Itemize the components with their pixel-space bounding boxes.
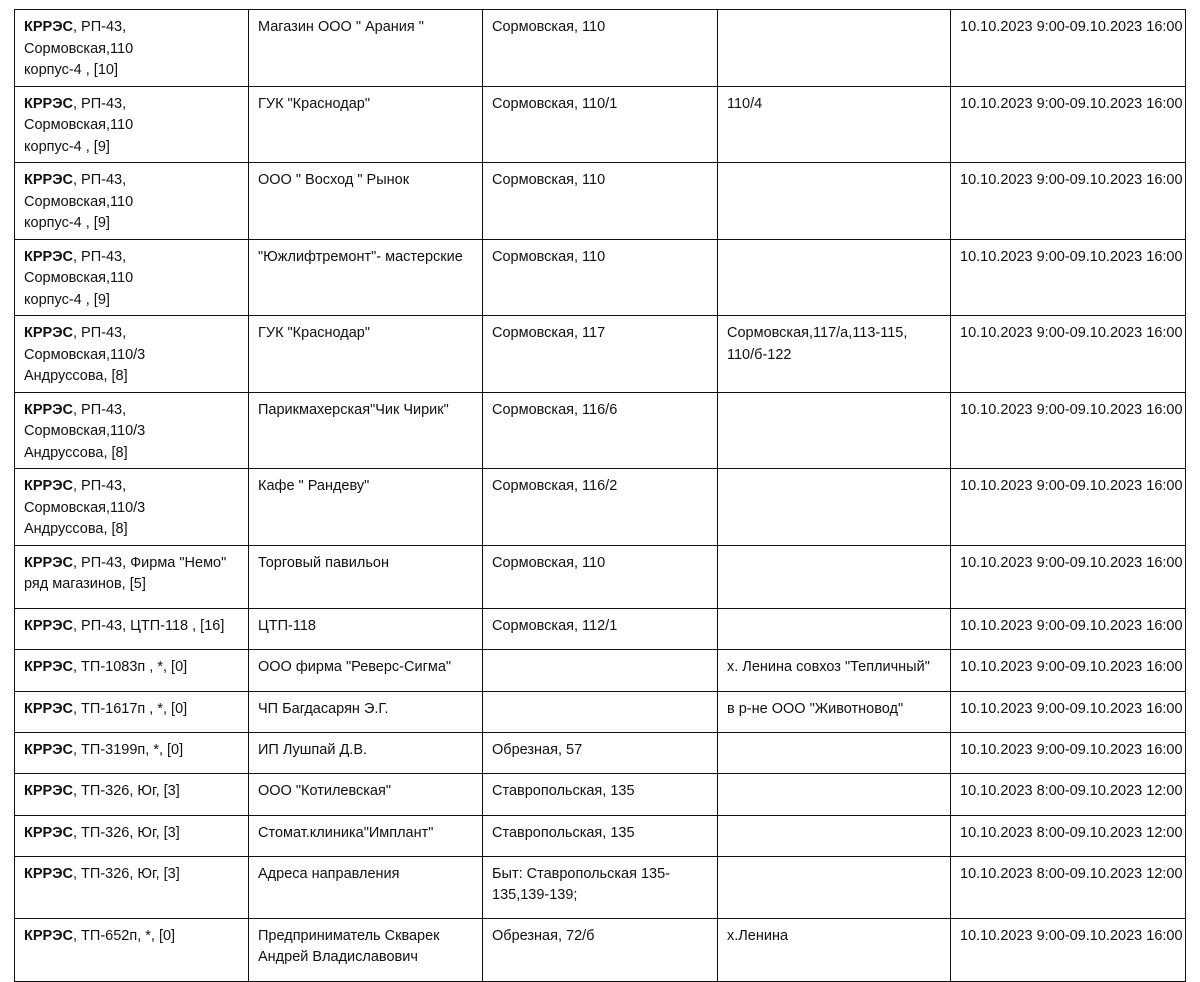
- org-name: КРРЭС: [24, 95, 73, 112]
- period-cell: 10.10.2023 9:00-09.10.2023 16:00: [951, 10, 1186, 87]
- org-name: КРРЭС: [24, 782, 73, 799]
- extra-address-cell: [718, 239, 951, 316]
- table-row: [15, 392, 1186, 469]
- extra-address-cell: [718, 10, 951, 87]
- street-cell: [483, 691, 718, 732]
- substation-text: , РП-43, Сормовская,110/3 Андруссова, [8]: [24, 401, 146, 461]
- period-cell: 10.10.2023 9:00-09.10.2023 16:00: [951, 545, 1186, 608]
- table-row: [15, 545, 1186, 608]
- table-row: [15, 856, 1186, 918]
- table-row: [15, 773, 1186, 815]
- org-name: КРРЭС: [24, 248, 73, 265]
- org-name: КРРЭС: [24, 865, 73, 882]
- street-cell: Сормовская, 116/6: [483, 392, 718, 469]
- substation-cell: [15, 163, 249, 240]
- extra-address-cell: Сормовская,117/а,113-115, 110/б-122: [718, 316, 951, 393]
- consumer-cell: ЧП Багдасарян Э.Г.: [249, 691, 483, 732]
- substation-text: , РП-43, Сормовская,110/3 Андруссова, [8]: [24, 325, 146, 384]
- period-cell: 10.10.2023 9:00-09.10.2023 16:00: [951, 469, 1186, 546]
- street-cell: Сормовская, 110: [483, 10, 718, 87]
- org-name: КРРЭС: [24, 172, 73, 188]
- substation-cell: [15, 773, 249, 815]
- org-name: КРРЭС: [24, 700, 73, 717]
- substation-text: , ТП-326, Юг, [3]: [72, 824, 180, 841]
- substation-cell: [15, 918, 249, 981]
- street-cell: Сормовская, 110/1: [483, 86, 718, 163]
- consumer-cell: Парикмахерская"Чик Чирик": [249, 392, 483, 469]
- street-cell: [483, 649, 718, 691]
- street-cell: Сормовская, 116/2: [483, 469, 718, 546]
- extra-address-cell: [718, 392, 951, 469]
- period-cell: 10.10.2023 9:00-09.10.2023 16:00: [951, 163, 1186, 240]
- org-name: КРРЭС: [24, 741, 73, 758]
- extra-address-cell: [718, 856, 951, 918]
- table-row: [15, 86, 1186, 163]
- consumer-cell: ЦТП-118: [249, 608, 483, 649]
- period-cell: 10.10.2023 9:00-09.10.2023 16:00: [951, 316, 1186, 393]
- street-cell: Обрезная, 57: [483, 732, 718, 773]
- extra-address-cell: 110/4: [718, 86, 951, 163]
- street-cell: Сормовская, 112/1: [483, 608, 718, 649]
- org-name: КРРЭС: [24, 554, 73, 571]
- substation-cell: [15, 469, 249, 546]
- table-row: [15, 918, 1186, 981]
- substation-text: , ТП-3199п, *, [0]: [72, 741, 184, 758]
- street-cell: Сормовская, 110: [483, 163, 718, 240]
- extra-address-cell: [718, 773, 951, 815]
- table-row: [15, 649, 1186, 691]
- table-row: [15, 608, 1186, 649]
- substation-text: , ТП-652п, *, [0]: [72, 927, 176, 944]
- extra-address-cell: [718, 469, 951, 546]
- street-cell: Сормовская, 117: [483, 316, 718, 393]
- extra-address-cell: в р-не ООО "Животновод": [718, 691, 951, 732]
- period-cell: 10.10.2023 9:00-09.10.2023 16:00: [951, 239, 1186, 316]
- substation-cell: [15, 691, 249, 732]
- substation-text: , РП-43, ЦТП-118 , [16]: [72, 617, 225, 634]
- street-cell: Обрезная, 72/б: [483, 918, 718, 981]
- extra-address-cell: х.Ленина: [718, 918, 951, 981]
- substation-cell: [15, 239, 249, 316]
- consumer-cell: ООО "Котилевская": [249, 773, 483, 815]
- substation-text: , РП-43, Фирма "Немо" ряд магазинов, [5]: [24, 554, 227, 592]
- consumer-cell: Предприниматель Скварек Андрей Владиславович: [249, 918, 483, 981]
- table-row: [15, 163, 1186, 240]
- period-cell: 10.10.2023 9:00-09.10.2023 16:00: [951, 732, 1186, 773]
- substation-text: , ТП-326, Юг, [3]: [72, 782, 180, 799]
- period-cell: 10.10.2023 8:00-09.10.2023 12:00: [951, 856, 1186, 918]
- consumer-cell: Торговый павильон: [249, 545, 483, 608]
- substation-cell: [15, 649, 249, 691]
- org-name: КРРЭС: [24, 478, 73, 494]
- street-cell: Ставропольская, 135: [483, 815, 718, 856]
- substation-cell: [15, 608, 249, 649]
- substation-cell: [15, 316, 249, 393]
- org-name: КРРЭС: [24, 824, 73, 841]
- consumer-cell: Магазин ООО " Арания ": [249, 10, 483, 87]
- table-row: [15, 815, 1186, 856]
- substation-cell: [15, 856, 249, 918]
- table-row: [15, 691, 1186, 732]
- extra-address-cell: х. Ленина совхоз "Тепличный": [718, 649, 951, 691]
- substation-text: , РП-43, Сормовская,110 корпус-4 , [9]: [24, 95, 134, 155]
- substation-cell: [15, 86, 249, 163]
- period-cell: 10.10.2023 9:00-09.10.2023 16:00: [951, 86, 1186, 163]
- table-row: [15, 316, 1186, 393]
- consumer-cell: Стомат.клиника"Имплант": [249, 815, 483, 856]
- consumer-cell: Адреса направления: [249, 856, 483, 918]
- org-name: КРРЭС: [24, 401, 73, 418]
- consumer-cell: ООО фирма "Реверс-Сигма": [249, 649, 483, 691]
- street-cell: Ставропольская, 135: [483, 773, 718, 815]
- substation-text: , РП-43, Сормовская,110 корпус-4 , [9]: [24, 172, 134, 231]
- consumer-cell: ГУК "Краснодар": [249, 86, 483, 163]
- substation-text: , ТП-1617п , *, [0]: [72, 700, 188, 717]
- substation-text: , РП-43, Сормовская,110/3 Андруссова, [8]: [24, 478, 146, 537]
- extra-address-cell: [718, 608, 951, 649]
- period-cell: 10.10.2023 9:00-09.10.2023 16:00: [951, 691, 1186, 732]
- consumer-cell: Кафе " Рандеву": [249, 469, 483, 546]
- org-name: КРРЭС: [24, 19, 73, 35]
- substation-text: , РП-43, Сормовская,110 корпус-4 , [9]: [24, 248, 134, 308]
- street-cell: Сормовская, 110: [483, 239, 718, 316]
- org-name: КРРЭС: [24, 617, 73, 634]
- consumer-cell: "Южлифтремонт"- мастерские: [249, 239, 483, 316]
- consumer-cell: ГУК "Краснодар": [249, 316, 483, 393]
- period-cell: 10.10.2023 9:00-09.10.2023 16:00: [951, 608, 1186, 649]
- period-cell: 10.10.2023 9:00-09.10.2023 16:00: [951, 649, 1186, 691]
- table-row: [15, 732, 1186, 773]
- period-cell: 10.10.2023 8:00-09.10.2023 12:00: [951, 773, 1186, 815]
- substation-cell: [15, 545, 249, 608]
- org-name: КРРЭС: [24, 927, 73, 944]
- consumer-cell: ООО " Восход " Рынок: [249, 163, 483, 240]
- extra-address-cell: [718, 545, 951, 608]
- substation-cell: [15, 392, 249, 469]
- street-cell: Сормовская, 110: [483, 545, 718, 608]
- period-cell: 10.10.2023 8:00-09.10.2023 12:00: [951, 815, 1186, 856]
- substation-cell: [15, 815, 249, 856]
- substation-cell: [15, 732, 249, 773]
- period-cell: 10.10.2023 9:00-09.10.2023 16:00: [951, 918, 1186, 981]
- period-cell: 10.10.2023 9:00-09.10.2023 16:00: [951, 392, 1186, 469]
- extra-address-cell: [718, 163, 951, 240]
- table-body: [15, 10, 1186, 982]
- substation-cell: [15, 10, 249, 87]
- outage-table: [14, 9, 1186, 982]
- table-row: [15, 469, 1186, 546]
- substation-text: , ТП-326, Юг, [3]: [72, 865, 180, 882]
- substation-text: , ТП-1083п , *, [0]: [72, 658, 188, 675]
- extra-address-cell: [718, 815, 951, 856]
- street-cell: Быт: Ставропольская 135- 135,139-139;: [483, 856, 718, 918]
- extra-address-cell: [718, 732, 951, 773]
- consumer-cell: ИП Лушпай Д.В.: [249, 732, 483, 773]
- table-row: [15, 239, 1186, 316]
- table-row: [15, 10, 1186, 87]
- org-name: КРРЭС: [24, 658, 73, 675]
- org-name: КРРЭС: [24, 325, 73, 341]
- substation-text: , РП-43, Сормовская,110 корпус-4 , [10]: [24, 19, 134, 78]
